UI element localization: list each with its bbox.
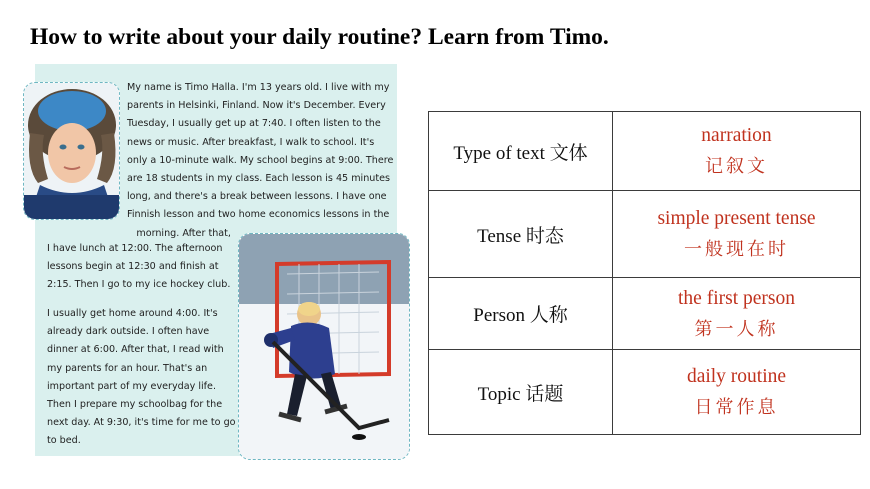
reading-line: news or music. After breakfast, I walk to school. It's bbox=[127, 136, 375, 148]
table-row-person bbox=[429, 277, 860, 349]
table-label-cell: Person 人称 bbox=[429, 278, 613, 349]
reading-line: already dark outside. I often have bbox=[47, 326, 210, 338]
page-title: How to write about your daily routine? Learn from Timo. bbox=[30, 24, 609, 50]
reading-line: to bed. bbox=[47, 435, 81, 447]
value-chinese: 一般现在时 bbox=[684, 239, 789, 260]
reading-line: long, and there's a break between lessons. I have one bbox=[127, 191, 387, 203]
value-chinese: 第一人称 bbox=[694, 318, 779, 340]
reading-line: parents in Helsinki, Finland. Now it's December. Every bbox=[127, 100, 386, 112]
reading-line: I have lunch at 12:00. The afternoon bbox=[47, 243, 223, 254]
reading-line: important part of my everyday life. bbox=[47, 380, 217, 392]
value-chinese: 日常作息 bbox=[694, 397, 779, 418]
reading-paragraph-1 bbox=[127, 79, 393, 243]
table-value-cell bbox=[613, 350, 860, 434]
timo-portrait-photo bbox=[23, 82, 120, 220]
table-label-cell: Type of text 文体 bbox=[429, 112, 613, 190]
reading-line: lessons begin at 12:30 and finish at bbox=[47, 261, 219, 273]
reading-line: 2:15. Then I go to my ice hockey club. bbox=[47, 279, 231, 291]
table-value-cell bbox=[613, 278, 860, 349]
text-analysis-table bbox=[428, 111, 861, 435]
reading-line: next day. At 9:30, it's time for me to go bbox=[47, 417, 236, 429]
value-english: narration bbox=[701, 125, 772, 146]
reading-line: dinner at 6:00. After that, I read with bbox=[47, 344, 224, 356]
reading-line: Finnish lesson and two home economics lessons in the bbox=[127, 209, 390, 221]
value-chinese: 记叙文 bbox=[705, 156, 768, 177]
reading-line: are 18 students in my class. Each lesson is 45 minutes bbox=[127, 173, 391, 185]
value-english: the first person bbox=[678, 287, 795, 309]
reading-line: Tuesday, I usually get up at 7:40. I often listen to the bbox=[127, 118, 381, 130]
reading-line: only a 10-minute walk. My school begins at 9:00. There bbox=[127, 154, 394, 166]
value-english: daily routine bbox=[686, 366, 787, 387]
reading-line: My name is Timo Halla. I'm 13 years old. I live with my bbox=[127, 82, 390, 93]
table-value-cell bbox=[613, 112, 860, 190]
reading-paragraph-1-cont bbox=[47, 240, 230, 295]
table-label-cell: Topic 话题 bbox=[429, 350, 613, 434]
reading-paragraph-2 bbox=[47, 305, 236, 451]
reading-line: my parents for an hour. That's an bbox=[47, 362, 208, 374]
table-label-cell: Tense 时态 bbox=[429, 191, 613, 277]
value-english: simple present tense bbox=[657, 208, 816, 229]
table-row-type bbox=[429, 112, 860, 190]
reading-line: I usually get home around 4:00. It's bbox=[47, 308, 218, 319]
table-value-cell bbox=[613, 191, 860, 277]
reading-line: morning. After that, bbox=[136, 227, 231, 239]
ice-hockey-photo bbox=[238, 233, 410, 460]
table-row-topic bbox=[429, 349, 860, 434]
table-row-tense bbox=[429, 190, 860, 277]
reading-line: Then I prepare my schoolbag for the bbox=[47, 399, 223, 411]
